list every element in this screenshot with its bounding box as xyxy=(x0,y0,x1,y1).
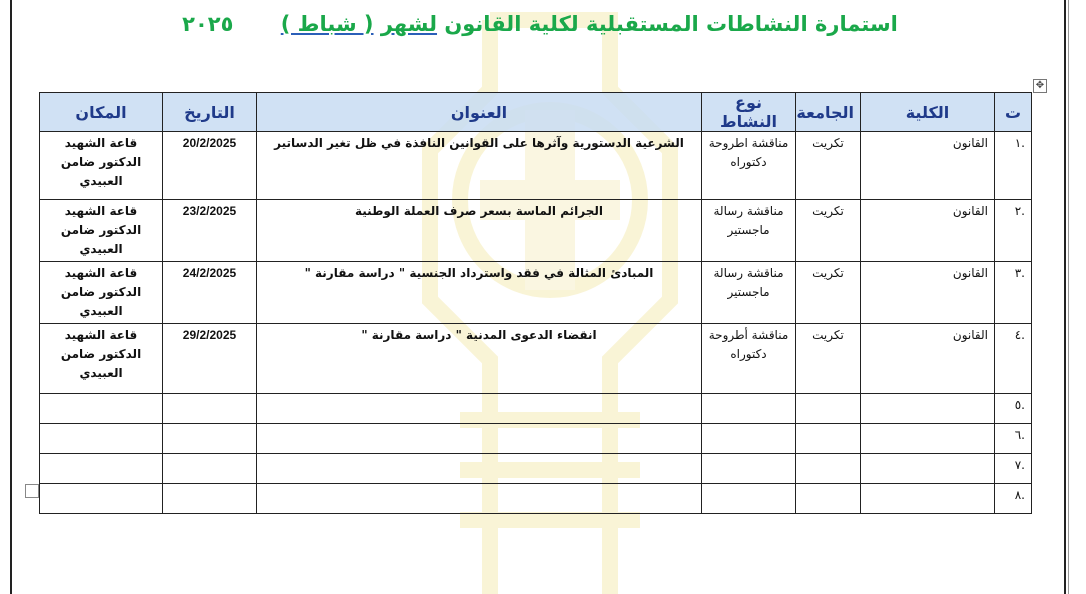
cell-activity-type xyxy=(702,454,796,484)
cell-place: قاعة الشهيد الدكتور ضامن العبيدي xyxy=(40,262,163,324)
cell-title xyxy=(257,424,702,454)
cell-title: الجرائم الماسة بسعر صرف العملة الوطنية xyxy=(257,200,702,262)
cell-activity-type: مناقشة أطروحة دكتوراه xyxy=(702,324,796,394)
cell-college: القانون xyxy=(861,324,995,394)
cell-title xyxy=(257,484,702,514)
cell-university xyxy=(796,454,861,484)
cell-college: القانون xyxy=(861,132,995,200)
cell-activity-type xyxy=(702,394,796,424)
cell-title: انقضاء الدعوى المدنية " دراسة مقارنة " xyxy=(257,324,702,394)
header-date: التاريخ xyxy=(163,93,257,132)
table-row xyxy=(40,454,1032,484)
cell-college xyxy=(861,484,995,514)
cell-activity-type: مناقشة رسالة ماجستير xyxy=(702,200,796,262)
cell-place xyxy=(40,424,163,454)
cell-title xyxy=(257,454,702,484)
cell-num: .٨ xyxy=(995,484,1032,514)
cell-university xyxy=(796,424,861,454)
cell-date: 24/2/2025 xyxy=(163,262,257,324)
cell-num: .١ xyxy=(995,132,1032,200)
cell-title: المبادئ المثالة في فقد واسترداد الجنسية " دراسة مقارنة " xyxy=(257,262,702,324)
cell-college xyxy=(861,394,995,424)
table-row xyxy=(40,132,1032,200)
header-university: الجامعة xyxy=(796,93,861,132)
title-month-value: ( شباط ) xyxy=(280,12,374,36)
cell-college: القانون xyxy=(861,262,995,324)
cell-num: .٤ xyxy=(995,324,1032,394)
cell-university xyxy=(796,484,861,514)
paragraph-marker-box xyxy=(25,484,39,498)
cell-num: .٣ xyxy=(995,262,1032,324)
cell-college xyxy=(861,454,995,484)
cell-place xyxy=(40,394,163,424)
header-title: العنوان xyxy=(257,93,702,132)
title-text: استمارة النشاطات المستقبلية لكلية القانون xyxy=(444,12,898,36)
cell-date xyxy=(163,394,257,424)
table-move-handle-icon[interactable]: ✥ xyxy=(1033,79,1047,93)
cell-university: تكريت xyxy=(796,262,861,324)
cell-university: تكريت xyxy=(796,132,861,200)
cell-num: .٥ xyxy=(995,394,1032,424)
table-row xyxy=(40,484,1032,514)
header-college: الكلية xyxy=(861,93,995,132)
cell-num: .٦ xyxy=(995,424,1032,454)
header-activity-type: نوع النشاط xyxy=(702,93,796,132)
cell-university: تكريت xyxy=(796,200,861,262)
table-row xyxy=(40,200,1032,262)
cell-date: 29/2/2025 xyxy=(163,324,257,394)
activities-table xyxy=(39,92,1032,514)
cell-place: قاعة الشهيد الدكتور ضامن العبيدي xyxy=(40,324,163,394)
title-year: ٢٠٢٥ xyxy=(182,12,234,36)
cell-place xyxy=(40,484,163,514)
page-border-left xyxy=(10,0,12,594)
table-row xyxy=(40,424,1032,454)
cell-activity-type xyxy=(702,484,796,514)
cell-date: 23/2/2025 xyxy=(163,200,257,262)
cell-activity-type xyxy=(702,424,796,454)
table-row xyxy=(40,394,1032,424)
cell-activity-type: مناقشة اطروحة دكتوراه xyxy=(702,132,796,200)
cell-university: تكريت xyxy=(796,324,861,394)
cell-place: قاعة الشهيد الدكتور ضامن العبيدي xyxy=(40,132,163,200)
cell-college xyxy=(861,424,995,454)
cell-activity-type: مناقشة رسالة ماجستير xyxy=(702,262,796,324)
page-title xyxy=(40,12,1040,36)
cell-university xyxy=(796,394,861,424)
table-row xyxy=(40,324,1032,394)
page-border-right xyxy=(1064,0,1066,594)
page-border-right-inner xyxy=(1068,0,1069,594)
cell-date: 20/2/2025 xyxy=(163,132,257,200)
title-month-label: لشهر xyxy=(380,12,438,36)
header-place: المكان xyxy=(40,93,163,132)
table-header-row xyxy=(40,93,1032,132)
table-row xyxy=(40,262,1032,324)
cell-date xyxy=(163,454,257,484)
header-num: ت xyxy=(995,93,1032,132)
cell-num: .٧ xyxy=(995,454,1032,484)
cell-place: قاعة الشهيد الدكتور ضامن العبيدي xyxy=(40,200,163,262)
cell-date xyxy=(163,484,257,514)
cell-title: الشرعية الدستورية وآثرها على القوانين النافذة في ظل تغير الدساتير xyxy=(257,132,702,200)
cell-num: .٢ xyxy=(995,200,1032,262)
cell-title xyxy=(257,394,702,424)
cell-date xyxy=(163,424,257,454)
cell-college: القانون xyxy=(861,200,995,262)
cell-place xyxy=(40,454,163,484)
